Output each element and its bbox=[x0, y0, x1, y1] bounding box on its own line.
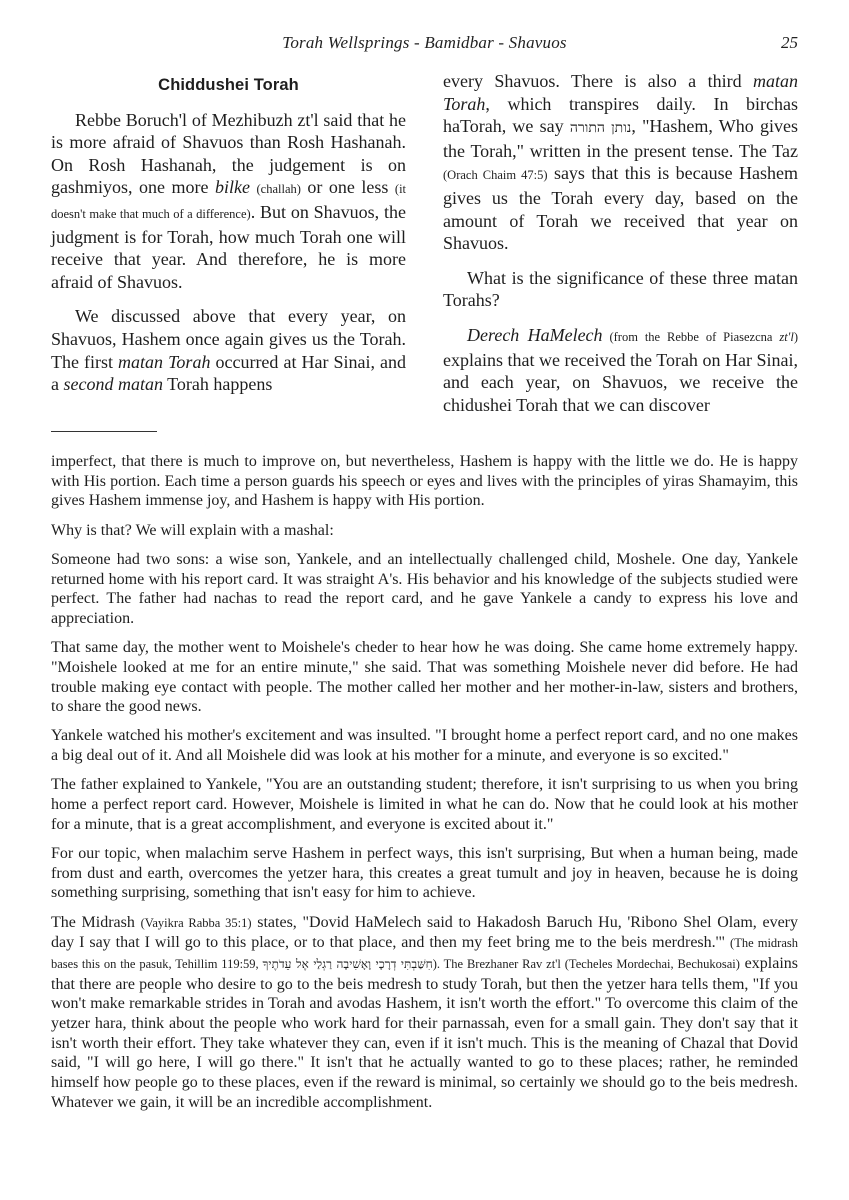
text-run: states, "Dovid HaMelech said to Hakadosh Baruch Hu, 'Ribono Shel Olam, every day I say that I will go to this place, or to that place, and then my feet bring me to the beis merdresh.'" bbox=[51, 913, 798, 952]
footnote-paragraph: For our topic, when malachim serve Hashem in perfect ways, this isn't surprising, But when a human being, made from dust and earth, overcomes the yetzer hara, this creates a great tumult and joy in heaven, because he is doing something surprising, something that isn't easy for him to achieve. bbox=[51, 844, 798, 902]
footnote-paragraph: That same day, the mother went to Moishele's cheder to hear how he was doing. She came home extremely happy. "Moishele looked at me for an entire minute," she said. That was something Moishele never did before. He had trouble making eye contact with people. The mother called her mother and her mother-in-law, sisters and brothers, to share the good news. bbox=[51, 639, 798, 716]
section-heading: Chiddushei Torah bbox=[158, 76, 299, 94]
italic-title: Derech HaMelech bbox=[467, 324, 603, 345]
paragraph-matan-torah bbox=[51, 305, 406, 395]
footnote-separator bbox=[51, 431, 157, 432]
hebrew-quote: נותן התורה bbox=[569, 120, 632, 137]
text-run: . But on Shavuos, the judgment is for Torah, how much Torah one will receive that year. And therefore, he is more afraid of Shavuos. bbox=[51, 201, 406, 292]
running-header bbox=[51, 33, 798, 55]
hebrew-verse: חִשַּׁבְתִּי דְרָכָי וָאָשִׁיבָה רַגְלַי אֶל עֵדֹתֶיךָ bbox=[262, 956, 433, 971]
page-number: 25 bbox=[781, 33, 798, 52]
left-column bbox=[51, 70, 406, 428]
footnote-paragraph-midrash bbox=[51, 913, 798, 1113]
source-citation: (from the Rebbe of Piasezcna bbox=[602, 329, 780, 344]
text-run: or one less bbox=[300, 177, 395, 198]
italic-term: matan Torah bbox=[443, 71, 798, 114]
footnote-area bbox=[51, 452, 798, 1122]
footnote-paragraph: imperfect, that there is much to improve on, but nevertheless, Hashem is happy with the little we do. He is happy with His portion. Each time a person guards his speech or eyes and lives with the principles of yiras Shamayim, this gives Hashem immense joy, and Hashem is happy with His portion. bbox=[51, 453, 798, 510]
text-run: Torah happens bbox=[162, 374, 273, 395]
running-title: Torah Wellsprings - Bamidbar - Shavuos bbox=[282, 33, 567, 52]
paragraph-question: What is the significance of these three matan Torahs? bbox=[443, 267, 798, 311]
text-run: explains that we received the Torah on Har Sinai, and each year, on Shavuos, we receive the chidushei Torah that we can discover bbox=[443, 349, 798, 415]
footnote-paragraph: Someone had two sons: a wise son, Yankele, and an intellectually challenged child, Moshele. One day, Yankele returned home with his report card. It was straight A's. His behavior and his knowledge of the subjects studied were perfect. The father had nachas to read the report card, and he gave Yankele a candy to express his love and appreciation. bbox=[51, 550, 798, 627]
text-run: , "Hashem, Who gives the Torah," written in the present tense. The Taz bbox=[443, 116, 798, 161]
italic-term: matan Torah bbox=[118, 351, 211, 372]
footnote-paragraph: The father explained to Yankele, "You are an outstanding student; therefore, it isn't surprising to us when you bring home a perfect report card. However, Moishele is limited in what he can do. Now that he could look at his mother for a minute, that is a great accomplishment, and everyone is excited about it." bbox=[51, 776, 798, 833]
text-run: Rebbe Boruch'l of Mezhibuzh zt'l said that he is more afraid of Shavuos than Rosh Hashanah. On Rosh Hashanah, the judgement is on gashmiyos, one more bbox=[51, 109, 406, 198]
footnote-paragraph: Yankele watched his mother's excitement and was insulted. "I brought home a perfect report card, and no one makes a big deal out of it. And all Moishele did was look at his mother for a minute, and everyone is so excited." bbox=[51, 727, 798, 765]
text-run: explains that there are people who desire to go to the beis medresh to study Torah, but then the yetzer hara tells them, "If you won't make remarkable strides in Torah and avodas Hashem, it isn't worth the effort." To overcome this claim of the yetzer hara, think about the people who work hard for their parnassah, even for a small gain. They don't say that it isn't worth their effort. They take whatever they can, even if it isn't much. This is the meaning of Chazal that Dovid said, "I will go here, I will go there." It isn't that he actually wanted to go to these places; rather, he reminded himself how people go to these places, even if the reward is minimal, so certainly we should go to the beis medresh. Whatever we gain, it will be an incredible accomplishment. bbox=[51, 954, 798, 1111]
main-text-columns bbox=[51, 70, 798, 428]
text-run: occurred at Har Sinai, and a bbox=[51, 351, 406, 395]
text-run: , which transpires daily. In birchas haTorah, we say bbox=[443, 93, 798, 137]
parenthetical-note: (challah) bbox=[256, 182, 301, 197]
text-run: every Shavuos. There is also a third bbox=[443, 71, 753, 91]
right-column bbox=[443, 70, 798, 428]
footnote-paragraph: Why is that? We will explain with a mashal: bbox=[51, 521, 334, 539]
source-citation: ) bbox=[793, 329, 798, 344]
text-run: We discussed above that every year, on Shavuos, Hashem once again gives us the Torah. The first bbox=[51, 306, 406, 372]
source-citation: (Orach Chaim 47:5) bbox=[443, 168, 548, 183]
source-citation: (The midrash bases this on the pasuk, Tehillim 119:59, bbox=[51, 936, 798, 971]
parenthetical-note: (it doesn't make that much of a difference) bbox=[51, 182, 407, 221]
source-citation: ). The Brezhaner Rav zt'l (Techeles Mordechai, Bechukosai) bbox=[432, 956, 740, 971]
italic-term: bilke bbox=[214, 177, 250, 198]
paragraph-derech-hamelech bbox=[443, 324, 798, 416]
paragraph-boruchl bbox=[51, 109, 406, 294]
source-citation: zt'l bbox=[779, 329, 794, 344]
italic-term: second matan bbox=[63, 374, 163, 395]
source-citation: (Vayikra Rabba 35:1) bbox=[140, 915, 252, 930]
text-run: The Midrash bbox=[51, 913, 141, 931]
paragraph-third-matan bbox=[443, 70, 798, 255]
text-run: says that this is because Hashem gives us the Torah every day, based on the amount of Torah we received that year on Shavuos. bbox=[443, 163, 798, 254]
